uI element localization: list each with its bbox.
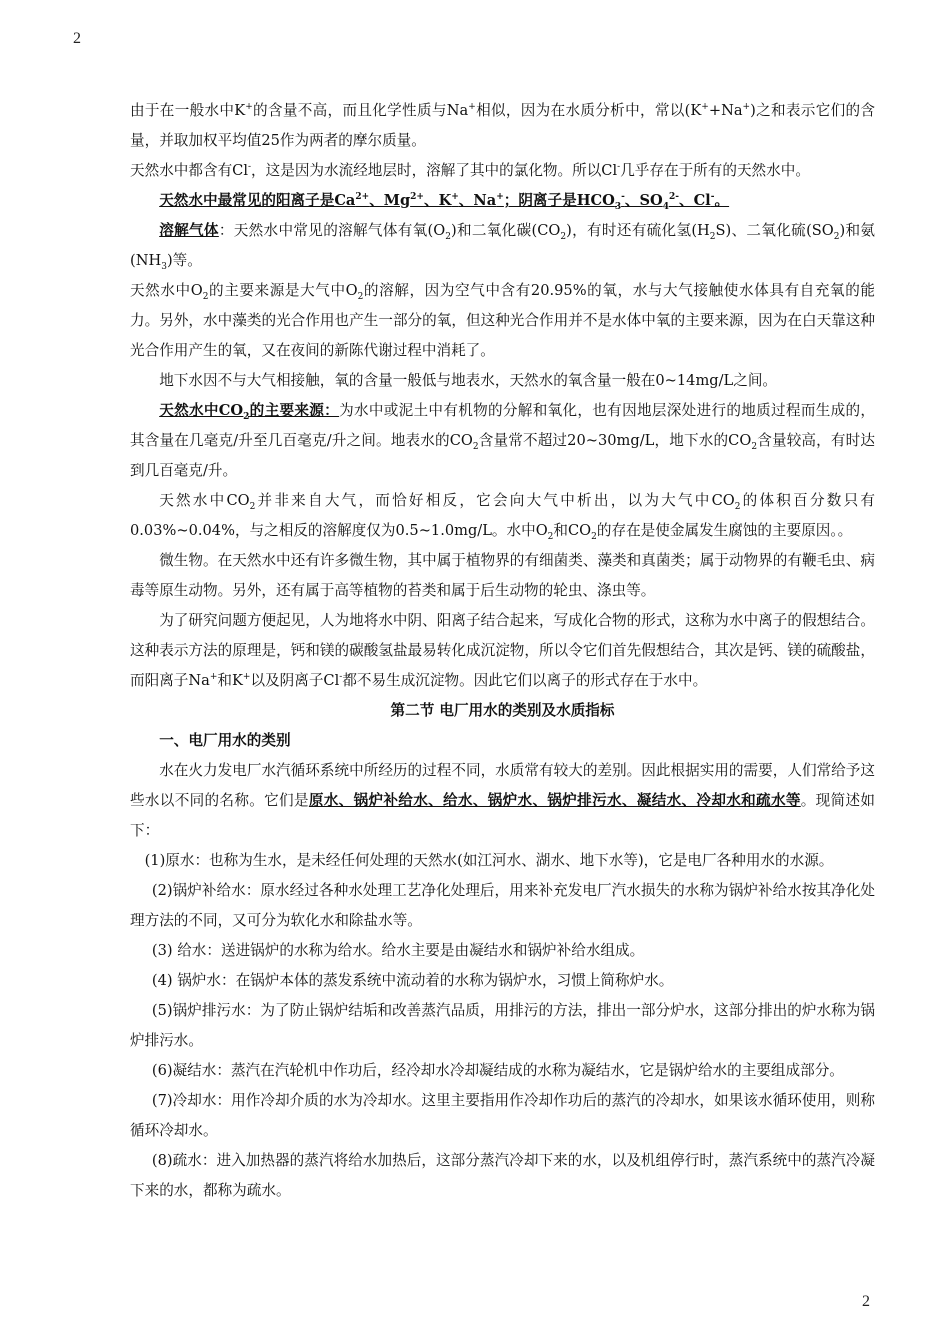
- paragraph-microorganisms: 微生物。在天然水中还有许多微生物，其中属于植物界的有细菌类、藻类和真菌类；属于动物界的有鞭毛虫、病毒等原生动物。另外，还有属于高等植物的苔类和属于后生动物的轮虫、涤虫等。: [130, 552, 875, 599]
- list-item-makeup-water: (2)锅炉补给水：原水经过各种水处理工艺净化处理后，用来补充发电厂汽水损失的水称为锅炉补给水按其净化处理方法的不同，又可分为软化水和除盐水等。: [130, 882, 875, 929]
- list-item-cooling-water: (7)冷却水：用作冷却介质的水为冷却水。这里主要指用作冷却作功后的蒸汽的冷却水，如果该水循环使用，则称循环冷却水。: [130, 1092, 875, 1139]
- list-item-condensate: (6)凝结水：蒸汽在汽轮机中作功后，经冷却水冷却凝结成的水称为凝结水，它是锅炉给水的主要组成部分。: [151, 1062, 844, 1079]
- list-item-blowdown-water: (5)锅炉排污水：为了防止锅炉结垢和改善蒸汽品质，用排污的方法，排出一部分炉水，这部分排出的炉水称为锅炉排污水。: [130, 1002, 875, 1049]
- paragraph-co2-atmosphere: 天然水中$CO_2$并非来自大气，而恰好相反，它会向大气中析出，以为大气中$CO_2$的体积百分数只有0.03%~0.04%，与之相反的溶解度仅为0.5~1.0mg/L。水中$O_2$和$CO_2$的存在是使金属发生腐蚀的主要原因。。: [130, 492, 875, 542]
- paragraph-oxygen-source: 天然水中$O_2$的主要来源是大气中$O_2$的溶解，因为空气中含有20.95%的氧，水与大气接触使水体具有自充氧的能力。另外，水中藻类的光合作用也产生一部分的氧，但这种光合作用并不是水体中氧的主要来源，因为在白天靠这种光合作用产生的氧，又在夜间的新陈代谢过程中消耗了。: [130, 282, 875, 359]
- paragraph-water-categories: 水在火力发电厂水汽循环系统中所经历的过程不同，水质常有较大的差别。因此根据实用的需要，人们常给予这些水以不同的名称。它们是原水、锅炉补给水、给水、锅炉水、锅炉排污水、凝结水、冷却水和疏水等。现简述如下：: [130, 762, 875, 839]
- list-item-boiler-water: (4) 锅炉水：在锅炉本体的蒸发系统中流动着的水称为锅炉水，习惯上简称炉水。: [151, 972, 674, 989]
- list-item-drain-water: (8)疏水：进入加热器的蒸汽将给水加热后，这部分蒸汽冷却下来的水，以及机组停行时，蒸汽系统中的蒸汽冷凝下来的水，都称为疏水。: [130, 1152, 875, 1199]
- page-number-top: 2: [73, 30, 81, 47]
- paragraph-hypothetical-combination: 为了研究问题方便起见，人为地将水中阴、阳离子结合起来，写成化合物的形式，这称为水中离子的假想结合。这种表示方法的原理是，钙和镁的碳酸氢盐最易转化成沉淀物，所以令它们首先假想结合，其次是钙、镁的硫酸盐，而阳离子Na+和K+以及阴离子Cl-都不易生成沉淀物。因此它们以离子的形式存在于水中。: [130, 612, 875, 689]
- paragraph-dissolved-gases: 溶解气体：天然水中常见的溶解气体有氧$(O_2)$和二氧化碳$(CO_2)$，有时还有硫化氢$(H_2S)$、二氧化硫$(SO_2)$和氨$(NH_3)$等。: [130, 222, 875, 272]
- paragraph-groundwater-oxygen: 地下水因不与大气相接触，氧的含量一般低与地表水，天然水的氧含量一般在0~14mg/L之间。: [159, 372, 778, 389]
- paragraph-co2-source: 天然水中$CO_2$的主要来源：为水中或泥土中有机物的分解和氧化，也有因地层深处进行的地质过程而生成的，其含量在几毫克/升至几百毫克/升之间。地表水的$CO_2$含量常不超过20~30mg/L，地下水的$CO_2$含量较高，有时达到几百毫克/升。: [130, 402, 875, 479]
- term-dissolved-gases: 溶解气体: [159, 222, 219, 239]
- page-number-bottom: 2: [862, 1293, 870, 1310]
- list-item-raw-water: (1)原水：也称为生水，是未经任何处理的天然水(如江河水、湖水、地下水等)，它是电厂各种用水的水源。: [144, 852, 834, 869]
- section-title: 第二节 电厂用水的类别及水质指标: [390, 702, 615, 719]
- term-water-names: 原水、锅炉补给水、给水、锅炉水、锅炉排污水、凝结水、冷却水和疏水等: [308, 792, 801, 809]
- term-co2-source: 天然水中$CO_2$的主要来源：: [159, 402, 340, 422]
- document-body: [130, 96, 875, 1206]
- paragraph-chloride: 天然水中都含有Cl-，这是因为水流经地层时，溶解了其中的氯化物。所以Cl-几乎存在于所有的天然水中。: [130, 162, 810, 179]
- paragraph-common-ions: 天然水中最常见的阳离子是$Ca^{2+}$、$Mg^{2+}$、K+、Na+；阴离子是$HCO_3^-$、$SO_4^{2-}$、Cl-。: [159, 192, 730, 212]
- paragraph-potassium-sodium: 由于在一般水中K+的含量不高，而且化学性质与Na+相似，因为在水质分析中，常以(K++Na+)之和表示它们的含量，并取加权平均值25作为两者的摩尔质量。: [130, 102, 875, 149]
- list-item-feed-water: (3) 给水：送进锅炉的水称为给水。给水主要是由凝结水和锅炉补给水组成。: [151, 942, 645, 959]
- subsection-title: 一、电厂用水的类别: [159, 732, 291, 749]
